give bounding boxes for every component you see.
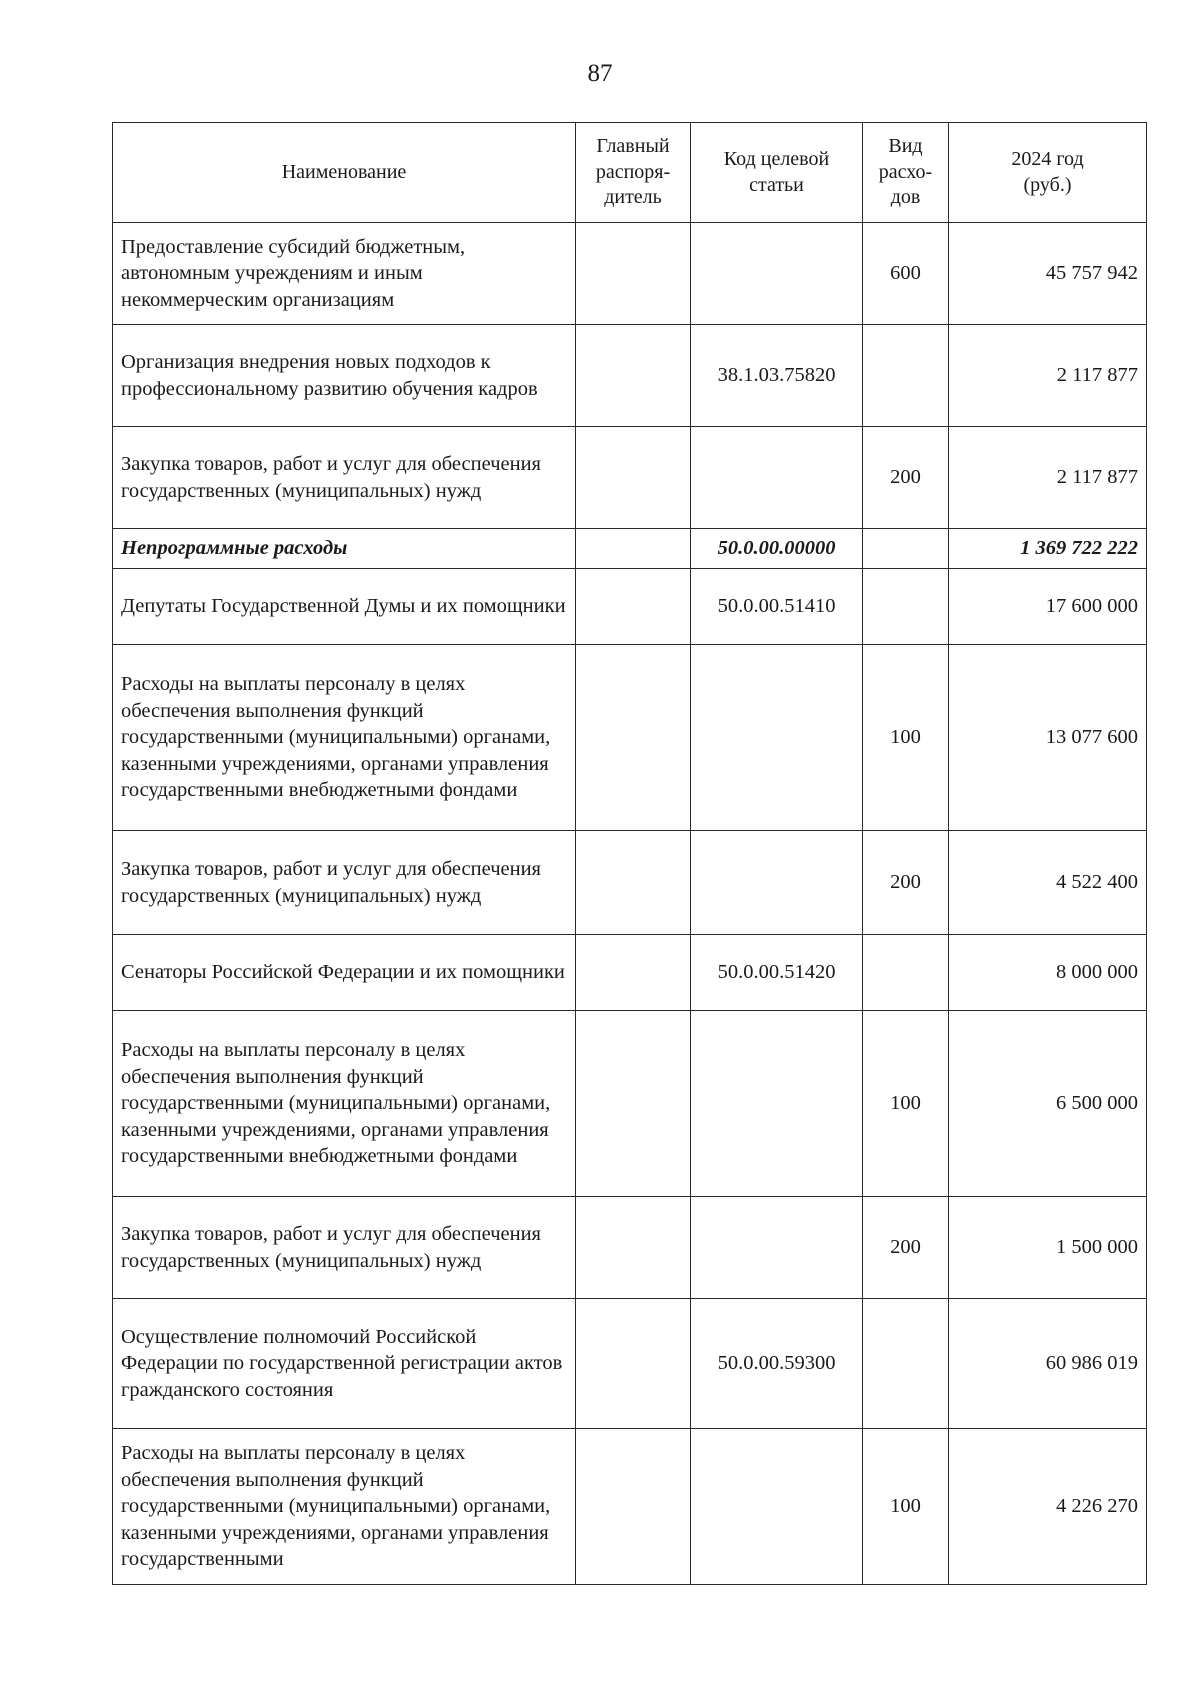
row-amount: 60 986 019 xyxy=(949,1299,1147,1429)
row-amount: 17 600 000 xyxy=(949,569,1147,645)
table-row xyxy=(113,223,1147,325)
row-type: 100 xyxy=(863,1429,949,1585)
row-amount: 1 500 000 xyxy=(949,1197,1147,1299)
row-admin xyxy=(576,325,691,427)
row-type: 200 xyxy=(863,1197,949,1299)
row-code xyxy=(691,645,863,831)
row-admin xyxy=(576,935,691,1011)
row-admin xyxy=(576,223,691,325)
row-type xyxy=(863,529,949,569)
row-name: Сенаторы Российской Федерации и их помощники xyxy=(113,935,576,1011)
row-name: Расходы на выплаты персоналу в целях обеспечения выполнения функций государственными (муниципальными) органами, казенными учреждениями, органами управления государственными внебюджетными фондами xyxy=(113,645,576,831)
row-code xyxy=(691,1429,863,1585)
header-amount: 2024 год (руб.) xyxy=(949,123,1147,223)
table-row xyxy=(113,325,1147,427)
row-code: 50.0.00.51420 xyxy=(691,935,863,1011)
table-header-row xyxy=(113,123,1147,223)
row-type xyxy=(863,1299,949,1429)
row-amount: 6 500 000 xyxy=(949,1011,1147,1197)
row-name: Расходы на выплаты персоналу в целях обеспечения выполнения функций государственными (муниципальными) органами, казенными учреждениями, органами управления государственными xyxy=(113,1429,576,1585)
row-code: 50.0.00.51410 xyxy=(691,569,863,645)
row-name: Предоставление субсидий бюджетным, автономным учреждениям и иным некоммерческим организациям xyxy=(113,223,576,325)
row-type: 200 xyxy=(863,831,949,935)
row-type: 200 xyxy=(863,427,949,529)
row-name: Закупка товаров, работ и услуг для обеспечения государственных (муниципальных) нужд xyxy=(113,427,576,529)
row-code: 38.1.03.75820 xyxy=(691,325,863,427)
table-row xyxy=(113,935,1147,1011)
row-type xyxy=(863,935,949,1011)
row-amount: 2 117 877 xyxy=(949,325,1147,427)
header-name: Наименование xyxy=(113,123,576,223)
table-row xyxy=(113,1299,1147,1429)
row-name: Депутаты Государственной Думы и их помощники xyxy=(113,569,576,645)
row-admin xyxy=(576,1197,691,1299)
row-code xyxy=(691,1197,863,1299)
row-admin xyxy=(576,427,691,529)
row-type: 100 xyxy=(863,645,949,831)
table-row xyxy=(113,1429,1147,1585)
row-name: Расходы на выплаты персоналу в целях обеспечения выполнения функций государственными (муниципальными) органами, казенными учреждениями, органами управления государственными внебюджетными фондами xyxy=(113,1011,576,1197)
row-amount: 4 522 400 xyxy=(949,831,1147,935)
row-code xyxy=(691,427,863,529)
row-type: 100 xyxy=(863,1011,949,1197)
row-type xyxy=(863,569,949,645)
table-row xyxy=(113,1011,1147,1197)
row-admin xyxy=(576,1299,691,1429)
row-admin xyxy=(576,529,691,569)
row-name: Закупка товаров, работ и услуг для обеспечения государственных (муниципальных) нужд xyxy=(113,831,576,935)
table-row xyxy=(113,427,1147,529)
row-admin xyxy=(576,831,691,935)
row-code: 50.0.00.59300 xyxy=(691,1299,863,1429)
row-code xyxy=(691,831,863,935)
table-row xyxy=(113,1197,1147,1299)
table-row xyxy=(113,645,1147,831)
row-amount: 2 117 877 xyxy=(949,427,1147,529)
table-row xyxy=(113,569,1147,645)
row-amount: 45 757 942 xyxy=(949,223,1147,325)
header-type: Вид расхо- дов xyxy=(863,123,949,223)
row-name: Организация внедрения новых подходов к профессиональному развитию обучения кадров xyxy=(113,325,576,427)
row-name: Осуществление полномочий Российской Федерации по государственной регистрации актов гражданского состояния xyxy=(113,1299,576,1429)
row-amount: 13 077 600 xyxy=(949,645,1147,831)
row-admin xyxy=(576,1011,691,1197)
header-code: Код целевой статьи xyxy=(691,123,863,223)
row-code xyxy=(691,223,863,325)
row-type xyxy=(863,325,949,427)
table-row-section-total xyxy=(113,529,1147,569)
row-name: Непрограммные расходы xyxy=(113,529,576,569)
row-admin xyxy=(576,1429,691,1585)
header-admin: Главный распоря- дитель xyxy=(576,123,691,223)
row-code: 50.0.00.00000 xyxy=(691,529,863,569)
budget-table xyxy=(112,122,1147,1585)
row-code xyxy=(691,1011,863,1197)
page-number: 87 xyxy=(587,60,613,87)
table-row xyxy=(113,831,1147,935)
row-amount: 8 000 000 xyxy=(949,935,1147,1011)
row-amount: 4 226 270 xyxy=(949,1429,1147,1585)
row-amount: 1 369 722 222 xyxy=(949,529,1147,569)
row-admin xyxy=(576,569,691,645)
row-name: Закупка товаров, работ и услуг для обеспечения государственных (муниципальных) нужд xyxy=(113,1197,576,1299)
row-admin xyxy=(576,645,691,831)
row-type: 600 xyxy=(863,223,949,325)
